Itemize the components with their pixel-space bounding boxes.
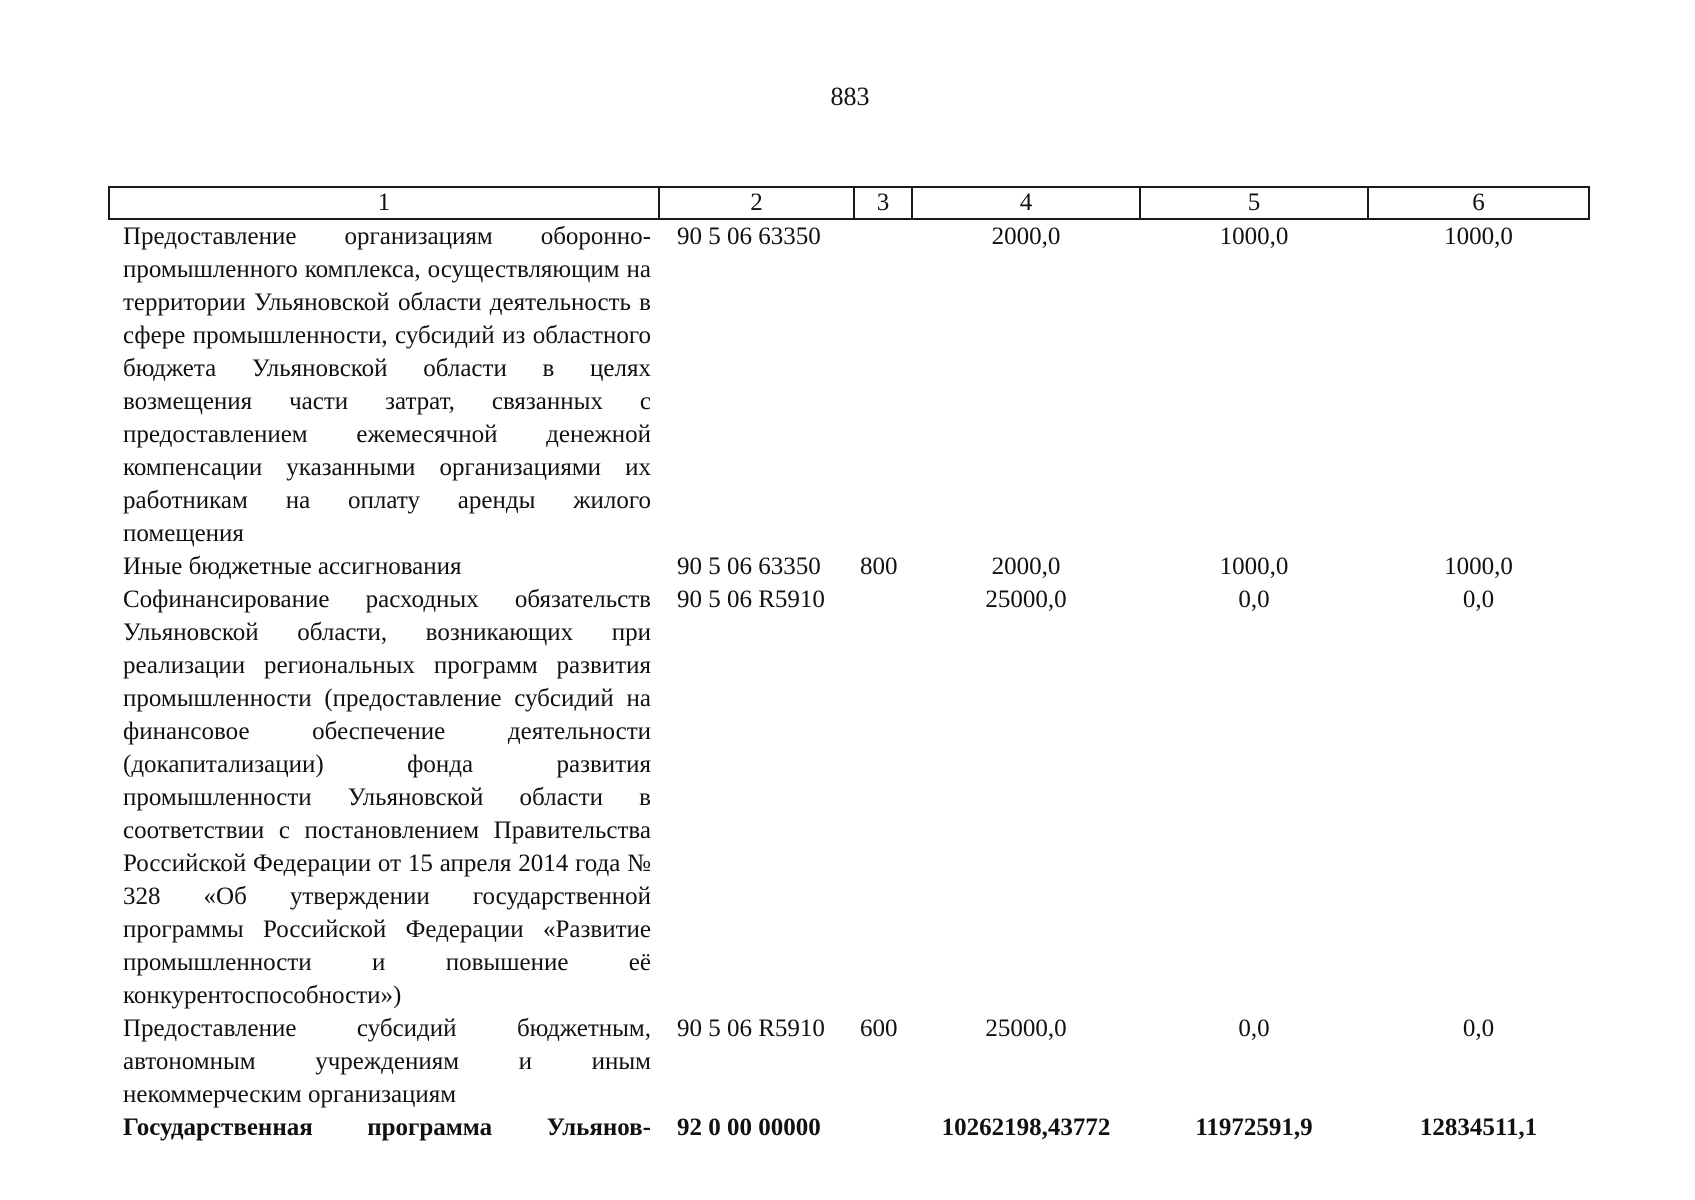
table-row <box>109 550 1589 583</box>
row-description: Софинансирование расходных обязательств Ульяновской области, возникающих при реализации региональных программ развития промышленности (предоставление субсидий на финансовое обеспечение деятельности (докапитализации) фонда развития промышленности Ульяновской области в соответствии с постановлением Правительства Российской Федерации от 15 апреля 2014 года № 328 «Об утверждении государственной программы Российской Федерации «Развитие промышленности и повышение её конкурентоспособности») <box>123 586 651 1009</box>
row-value-6: 12834511,1 <box>1419 1114 1538 1141</box>
header-col-4: 4 <box>912 187 1140 219</box>
table-row <box>109 219 1589 550</box>
row-expense-type <box>854 219 912 550</box>
row-value-5: 1000,0 <box>1219 553 1289 580</box>
row-value-5: 11972591,9 <box>1195 1114 1313 1141</box>
row-description: Предоставление субсидий бюджетным, автономным учреждениям и иным некоммерческим организациям <box>123 1015 651 1108</box>
page-number: 883 <box>830 82 870 111</box>
row-code: 90 5 06 R5910 <box>677 586 825 613</box>
header-col-1: 1 <box>109 187 659 219</box>
row-code: 92 0 00 00000 <box>677 1114 821 1141</box>
row-description: Государственная программа Ульянов- <box>123 1114 651 1141</box>
row-value-4: 10262198,43772 <box>941 1114 1111 1141</box>
row-value-6: 1000,0 <box>1444 553 1513 580</box>
header-col-2: 2 <box>659 187 854 219</box>
row-description: Иные бюджетные ассигнования <box>123 553 462 580</box>
table-row <box>109 583 1589 1012</box>
row-expense-type <box>854 583 912 1012</box>
table-row <box>109 1111 1589 1144</box>
row-value-6: 0,0 <box>1462 1015 1495 1042</box>
table-row <box>109 1012 1589 1111</box>
row-value-5: 0,0 <box>1238 586 1270 613</box>
row-expense-type <box>854 1111 912 1144</box>
row-code: 90 5 06 63350 <box>677 553 821 580</box>
table-header-row <box>109 187 1589 219</box>
row-value-4: 25000,0 <box>985 586 1067 613</box>
row-value-5: 1000,0 <box>1219 223 1289 250</box>
header-col-3: 3 <box>854 187 912 219</box>
header-col-5: 5 <box>1140 187 1368 219</box>
row-value-5: 0,0 <box>1238 1015 1270 1042</box>
row-value-6: 0,0 <box>1462 586 1495 613</box>
row-value-6: 1000,0 <box>1444 223 1513 250</box>
budget-table <box>108 186 1590 1144</box>
row-description: Предоставление организациям оборонно-промышленного комплекса, осуществляющим на территории Ульяновской области деятельность в сфере промышленности, субсидий из областного бюджета Ульяновской области в целях возмещения части затрат, связанных с предоставлением ежемесячной денежной компенсации указанными организациями их работникам на оплату аренды жилого помещения <box>123 223 651 547</box>
row-expense-type: 600 <box>860 1015 898 1042</box>
row-code: 90 5 06 R5910 <box>677 1015 825 1042</box>
row-value-4: 2000,0 <box>991 553 1061 580</box>
row-code: 90 5 06 63350 <box>677 223 821 250</box>
row-expense-type: 800 <box>860 553 898 580</box>
row-value-4: 25000,0 <box>985 1015 1067 1042</box>
row-value-4: 2000,0 <box>991 223 1061 250</box>
header-col-6: 6 <box>1368 187 1589 219</box>
